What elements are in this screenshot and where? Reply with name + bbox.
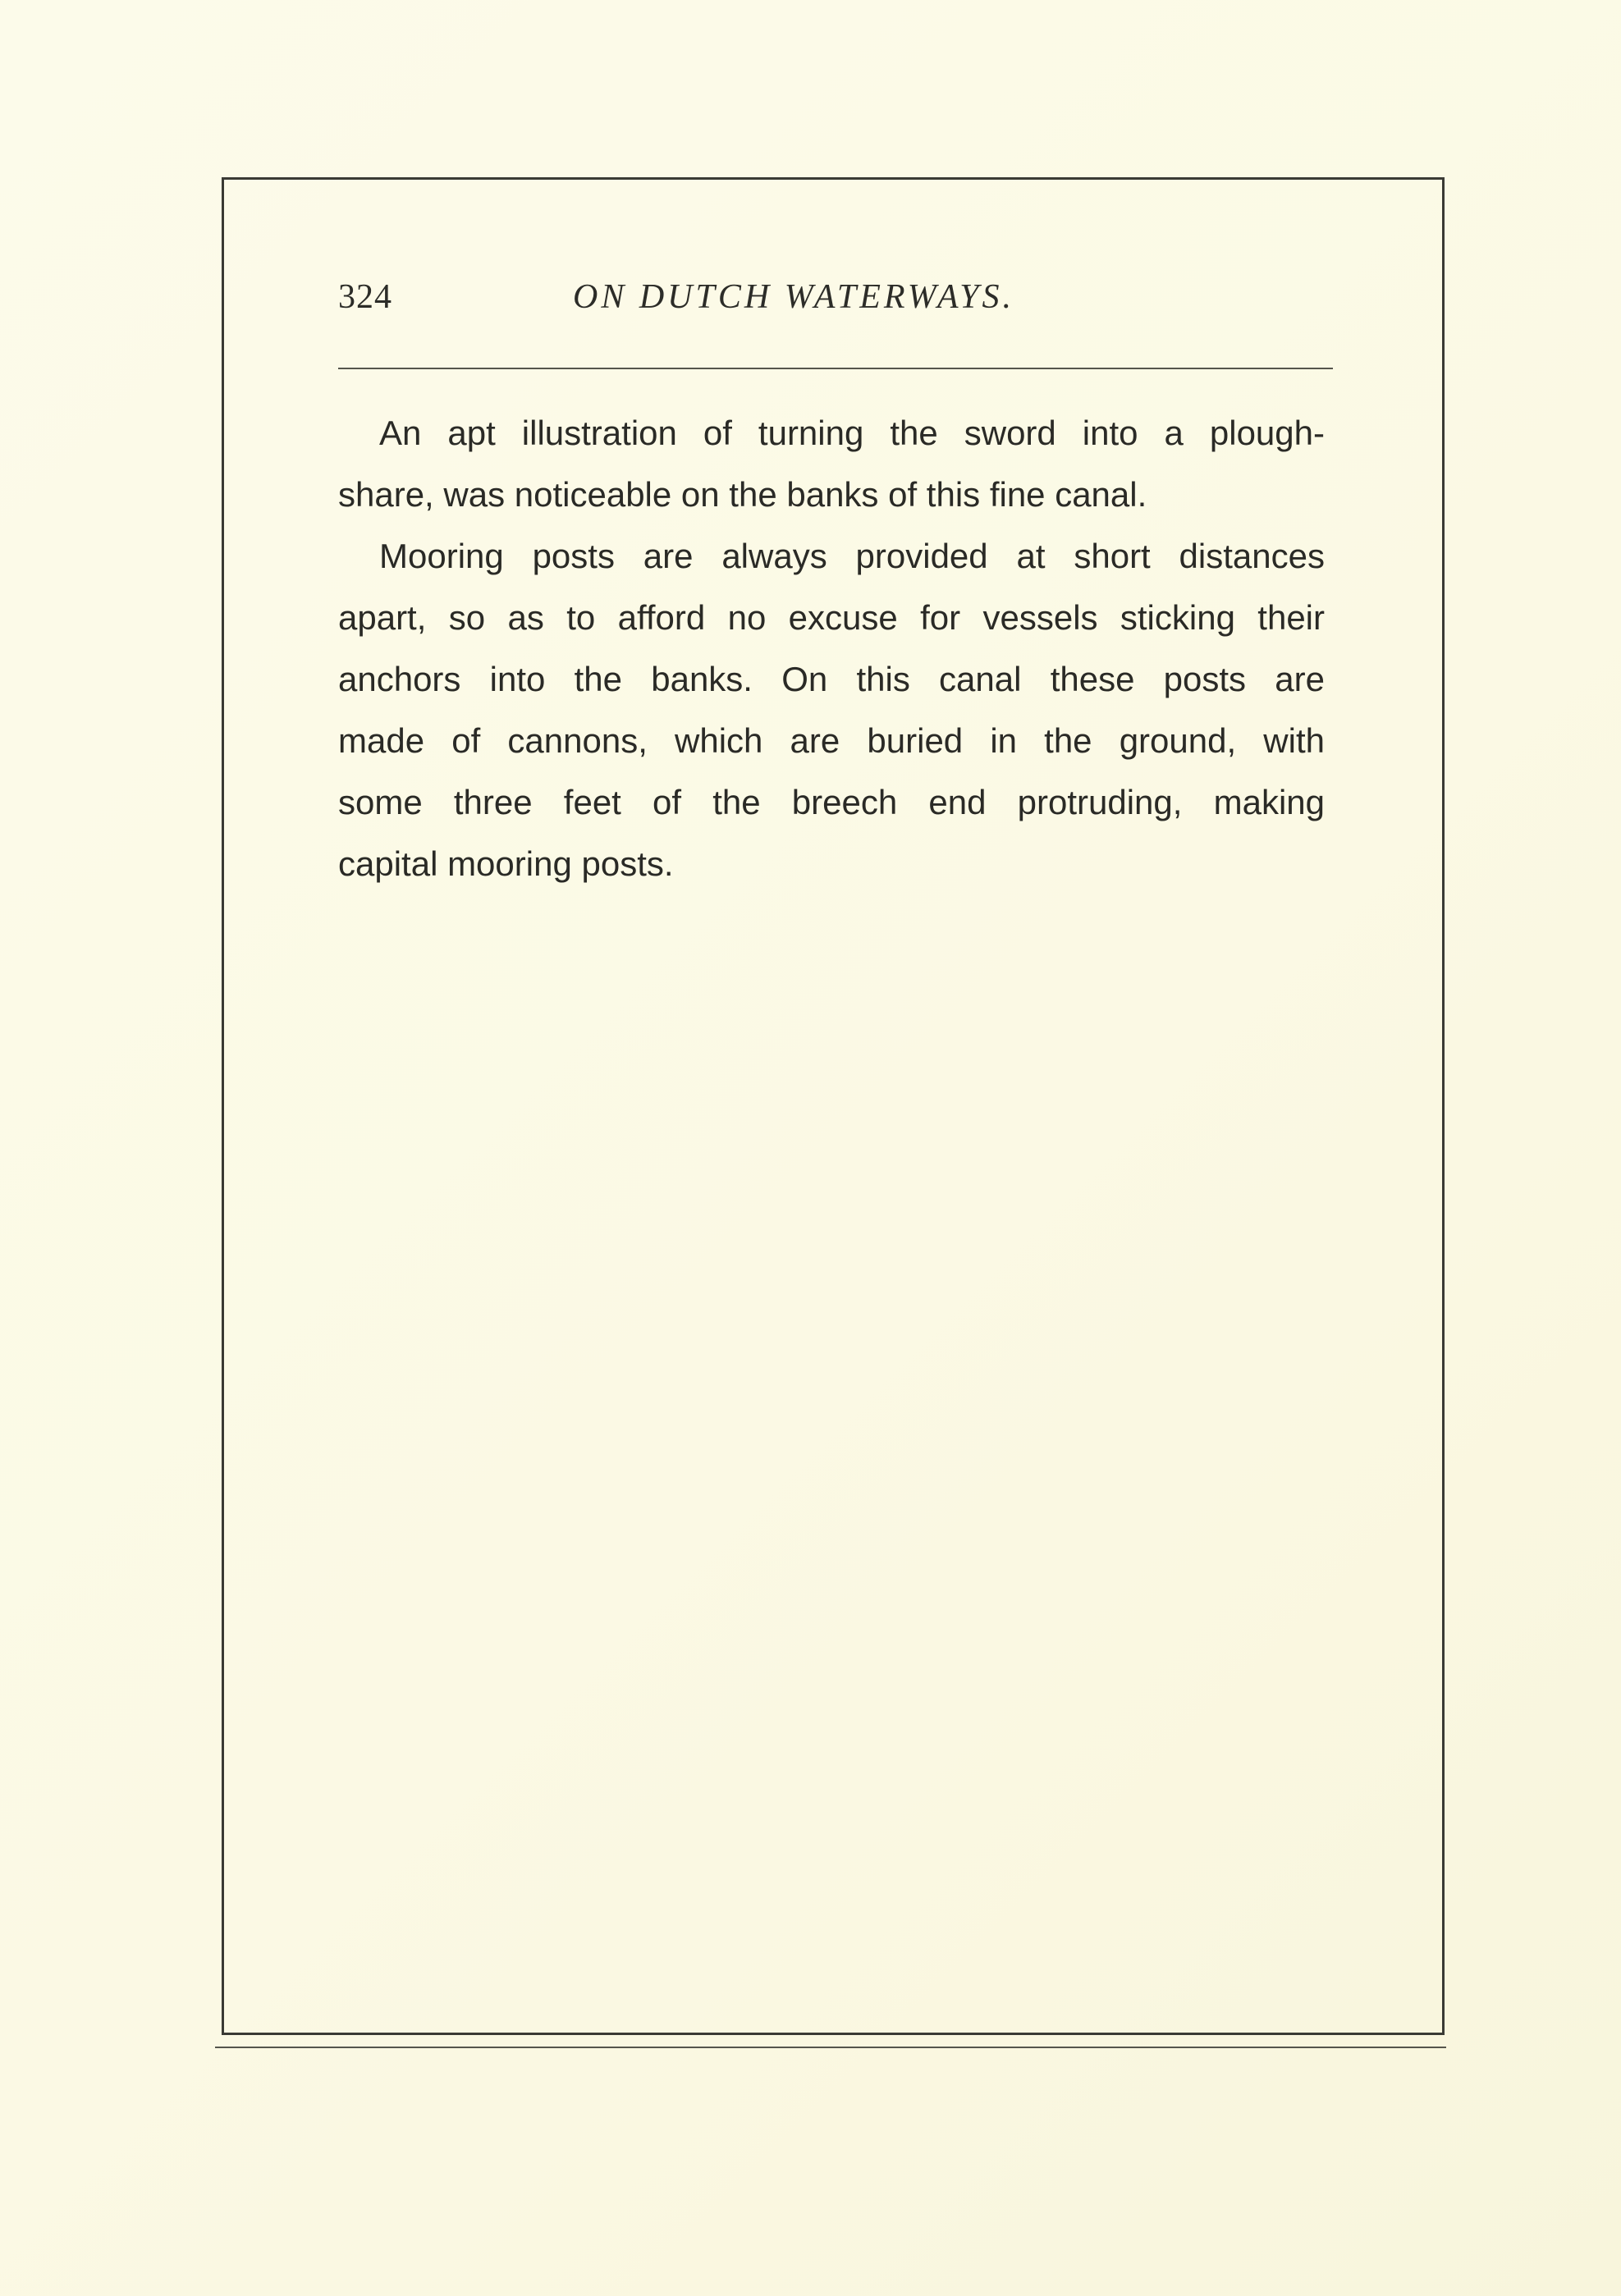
header-rule — [338, 368, 1333, 369]
text-line: capital mooring posts. — [338, 844, 674, 883]
text-line: An apt illustration of turning the sword into a plough- — [379, 414, 1325, 452]
page-number: 324 — [338, 278, 392, 316]
text-line: Mooring posts are always provided at short distances — [379, 537, 1325, 575]
text-line: made of cannons, which are buried in the ground, with — [338, 721, 1325, 760]
text-line: some three feet of the breech end protruding, making — [338, 783, 1325, 821]
text-line: anchors into the banks. On this canal these posts are — [338, 660, 1325, 698]
page-heading: ON DUTCH WATERWAYS. — [573, 278, 1015, 316]
running-head — [338, 277, 1333, 327]
paragraph-2 — [338, 525, 1325, 894]
text-line: apart, so as to afford no excuse for vessels sticking their — [338, 598, 1325, 637]
body-text — [338, 402, 1325, 894]
paragraph-1 — [338, 402, 1325, 525]
page-border-bottom-rule — [215, 2047, 1446, 2048]
text-line: share, was noticeable on the banks of this fine canal. — [338, 475, 1147, 514]
